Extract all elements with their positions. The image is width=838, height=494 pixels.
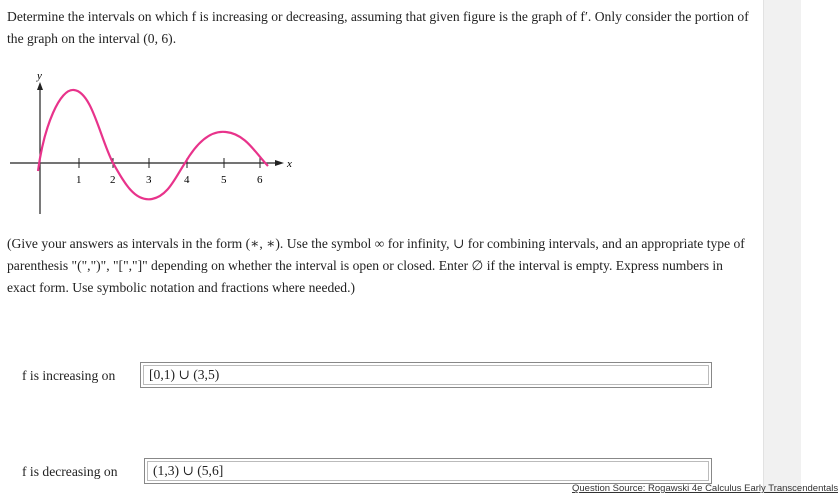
decreasing-value: (1,3) ∪ (5,6] — [153, 463, 224, 478]
x-axis-arrow — [275, 160, 284, 166]
tick-label-1: 1 — [76, 174, 82, 186]
increasing-value: [0,1) ∪ (3,5) — [149, 367, 220, 382]
derivative-graph — [10, 66, 300, 216]
right-sidebar — [763, 0, 801, 493]
question-source-link[interactable]: Question Source: Rogawski 4e Calculus Early Transcendentals — [572, 483, 838, 494]
instructions-text: (Give your answers as intervals in the form (∗, ∗). Use the symbol ∞ for infinity, ∪ for combining intervals, and an appropriate type of parenthesis "(",")", "[","]" depending on whether the interval is open or closed. Enter ∅ if the interval is empty. Express numbers in exact form. Use symbolic notation and fractions where needed.) — [7, 236, 745, 295]
decreasing-label: f is decreasing on — [22, 464, 118, 479]
decreasing-input[interactable] — [144, 458, 712, 484]
y-axis-arrow — [37, 82, 43, 90]
increasing-label: f is increasing on — [22, 368, 116, 383]
decreasing-row — [22, 458, 722, 486]
y-axis-label: y — [37, 70, 42, 82]
derivative-curve — [38, 90, 268, 199]
tick-label-4: 4 — [184, 174, 190, 186]
x-axis-label: x — [287, 158, 292, 170]
tick-label-6: 6 — [257, 174, 263, 186]
increasing-input[interactable] — [140, 362, 712, 388]
tick-label-5: 5 — [221, 174, 227, 186]
tick-label-2: 2 — [110, 174, 116, 186]
increasing-row — [22, 362, 722, 390]
question-text: Determine the intervals on which f is increasing or decreasing, assuming that given figure is the graph of f′. Only consider the portion of the graph on the interval (0, 6). — [7, 9, 749, 46]
tick-label-3: 3 — [146, 174, 152, 186]
